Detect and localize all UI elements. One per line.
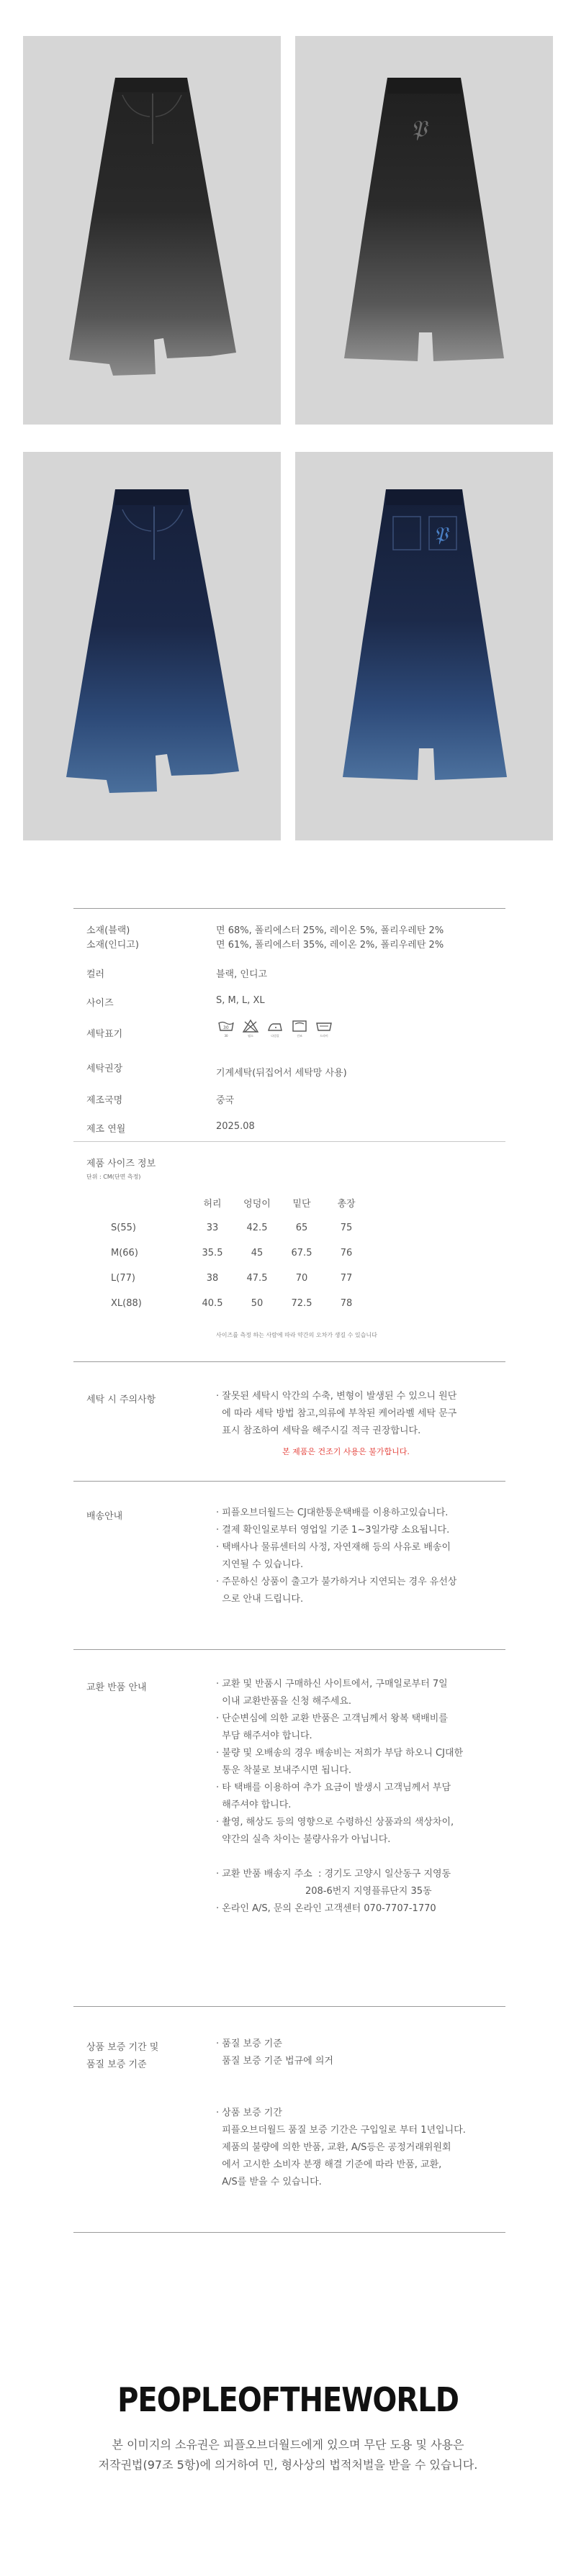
warranty-label-line2: 품질 보증 기준 bbox=[86, 2059, 147, 2070]
size-cell: 72.5 bbox=[291, 1298, 312, 1309]
size-cell: 67.5 bbox=[291, 1248, 312, 1258]
wash-label: 세탁표기 bbox=[86, 1029, 123, 1040]
wash-30-icon bbox=[216, 1019, 236, 1038]
no-bleach-caption: 염소 bbox=[248, 1034, 253, 1038]
exchange-line: 부담 해주셔야 합니다. bbox=[216, 1731, 312, 1741]
size-cell: M(66) bbox=[111, 1248, 138, 1258]
wash-recommend-value: 기계세탁(뒤집어서 세탁망 사용) bbox=[216, 1068, 347, 1079]
exchange-line bbox=[216, 1849, 463, 1866]
washing-line: · 잘못된 세탁시 악간의 수축, 변형이 발생된 수 있으니 원단 bbox=[216, 1391, 457, 1402]
svg-text:𝔓: 𝔓 bbox=[410, 115, 427, 142]
size-cell: 33 bbox=[206, 1223, 219, 1233]
size-cell: 47.5 bbox=[246, 1273, 268, 1284]
origin-value: 중국 bbox=[216, 1095, 235, 1106]
wash-care-icons bbox=[216, 1019, 334, 1038]
date-label: 제조 연월 bbox=[86, 1124, 126, 1135]
shipping-line: · 주문하신 상품이 출고가 불가하거나 지연되는 경우 유선상 bbox=[216, 1577, 457, 1587]
date-value: 2025.08 bbox=[216, 1121, 255, 1132]
info-top-rule bbox=[73, 908, 505, 909]
info-size-rule bbox=[73, 1141, 505, 1142]
origin-label: 제조국명 bbox=[86, 1095, 123, 1106]
dryer-warning: 본 제품은 건조기 사용은 불가합니다. bbox=[282, 1447, 410, 1456]
size-header-waist: 허리 bbox=[203, 1199, 222, 1210]
size-cell: XL(88) bbox=[111, 1298, 142, 1309]
exchange-line: 약간의 실측 차이는 불량사유가 아닙니다. bbox=[216, 1834, 391, 1845]
size-header-blank bbox=[99, 1190, 190, 1215]
exchange-line: · 불량 및 오배송의 경우 배송비는 저희가 부담 하오니 CJ대한 bbox=[216, 1748, 464, 1759]
exchange-line: 이내 교환반품을 신청 해주세요. bbox=[216, 1696, 352, 1707]
size-cell: 42.5 bbox=[246, 1223, 268, 1233]
copyright-line2: 저작권법(97조 5항)에 의거하여 민, 형사상의 법적처벌을 받을 수 있습니다. bbox=[98, 2458, 478, 2472]
copyright-line1: 본 이미지의 소유권은 피플오브더월드에게 있으며 무단 도용 및 사용은 bbox=[112, 2438, 464, 2452]
size-cell: 35.5 bbox=[202, 1248, 223, 1258]
wash-recommend-label: 세탁권장 bbox=[86, 1063, 123, 1074]
warranty-line: · 품질 보증 기준 bbox=[216, 2038, 282, 2049]
size-cell: 45 bbox=[251, 1248, 264, 1258]
shipping-line: 으로 안내 드립니다. bbox=[216, 1594, 304, 1605]
iron-caption: 다림질 bbox=[271, 1034, 279, 1038]
material-indigo-label: 소재(인디고) bbox=[86, 940, 139, 951]
size-table bbox=[99, 1190, 369, 1316]
size-cell: 77 bbox=[340, 1273, 353, 1284]
no-bleach-icon bbox=[240, 1019, 261, 1038]
size-table-header bbox=[99, 1190, 369, 1215]
black-skirt-front-photo bbox=[23, 36, 281, 425]
exchange-warranty-rule bbox=[73, 2006, 505, 2007]
shipping-line: · 피플오브더월드는 CJ대한통운택배를 이용하고있습니다. bbox=[216, 1507, 449, 1518]
size-cell: 76 bbox=[340, 1248, 353, 1258]
size-cell: 78 bbox=[340, 1298, 353, 1309]
warranty-line: 제품의 불량에 의한 반품, 교환, A/S등은 공정거래위원회 bbox=[216, 2142, 451, 2153]
warranty-line bbox=[216, 2087, 466, 2105]
exchange-line: 208-6번지 지영플류단지 35동 bbox=[216, 1886, 432, 1897]
warranty-line: 에서 고시한 소비자 분쟁 해결 기준에 따라 반품, 교환, bbox=[216, 2159, 442, 2170]
indigo-skirt-front-image bbox=[23, 452, 281, 840]
exchange-body bbox=[216, 1676, 463, 1918]
exchange-line: · 촬영, 해상도 등의 영향으로 수령하신 상품과의 색상차이, bbox=[216, 1817, 454, 1828]
size-cell: S(55) bbox=[111, 1223, 136, 1233]
shipping-label: 배송안내 bbox=[86, 1511, 123, 1522]
size-value: S, M, L, XL bbox=[216, 995, 265, 1006]
washing-line: 표시 참조하여 세탁을 해주시길 적극 권장합니다. bbox=[216, 1425, 421, 1436]
washing-label: 세탁 시 주의사항 bbox=[86, 1394, 156, 1405]
size-header-hip: 엉덩이 bbox=[243, 1199, 271, 1210]
size-table-title: 제품 사이즈 정보 bbox=[86, 1158, 156, 1169]
size-washing-rule bbox=[73, 1361, 505, 1362]
shipping-body bbox=[216, 1505, 456, 1608]
material-indigo-value: 면 61%, 폴리에스터 35%, 레이온 2%, 폴리우레탄 2% bbox=[216, 940, 444, 951]
warranty-bottom-rule bbox=[73, 2232, 505, 2233]
brand-logo: PEOPLEOFTHEWORLD bbox=[117, 2381, 459, 2420]
material-black-label: 소재(블랙) bbox=[86, 925, 130, 936]
black-skirt-back-photo bbox=[295, 36, 553, 425]
exchange-label: 교환 반품 안내 bbox=[86, 1682, 147, 1693]
exchange-line: · 단순변심에 의한 교환 반품은 고객님께서 왕복 택배비를 bbox=[216, 1713, 448, 1724]
size-table-note: 사이즈를 측정 하는 사람에 따라 약간의 오차가 생길 수 있습니다 bbox=[216, 1332, 377, 1338]
exchange-line: · 교환 및 반품시 구매하신 사이트에서, 구매일로부터 7일 bbox=[216, 1679, 448, 1690]
warranty-label-line1: 상품 보증 기간 및 bbox=[86, 2042, 159, 2053]
size-cell: 75 bbox=[340, 1223, 353, 1233]
washing-shipping-rule bbox=[73, 1481, 505, 1482]
size-cell: 65 bbox=[295, 1223, 308, 1233]
svg-text:𝔓: 𝔓 bbox=[433, 522, 448, 546]
warranty-line: 피플오브더월드 품질 보증 기간은 구입일로 부터 1년입니다. bbox=[216, 2125, 466, 2136]
size-header-hem: 밑단 bbox=[292, 1199, 311, 1210]
exchange-line: · 교환 반품 배송지 주소 : 경기도 고양시 일산동구 지영동 bbox=[216, 1869, 451, 1879]
size-cell: 38 bbox=[206, 1273, 219, 1284]
dry-clean-caption: 드라이 bbox=[320, 1034, 328, 1038]
wash-30-caption: 30 bbox=[224, 1034, 228, 1038]
size-cell: L(77) bbox=[111, 1273, 135, 1284]
size-cell: 70 bbox=[295, 1273, 308, 1284]
dry-caption: 건조 bbox=[297, 1034, 302, 1038]
size-label: 사이즈 bbox=[86, 998, 114, 1009]
color-value: 블랙, 인디고 bbox=[216, 969, 268, 980]
warranty-line: 품질 보증 기준 법규에 의거 bbox=[216, 2056, 333, 2067]
size-table-unit: 단위 : CM(단면 측정) bbox=[86, 1174, 141, 1180]
warranty-line: · 상품 보증 기간 bbox=[216, 2108, 282, 2118]
warranty-body bbox=[216, 2036, 466, 2191]
shipping-line: 지연될 수 있습니다. bbox=[216, 1559, 304, 1570]
indigo-skirt-back-photo bbox=[295, 452, 553, 840]
warranty-line: A/S를 받을 수 있습니다. bbox=[216, 2177, 322, 2187]
size-cell: 40.5 bbox=[202, 1298, 223, 1309]
color-label: 컬러 bbox=[86, 969, 105, 980]
shipping-line: · 택배사나 물류센터의 사정, 자연재해 등의 사유로 배송이 bbox=[216, 1542, 451, 1553]
dry-icon bbox=[289, 1019, 310, 1038]
washing-line: 에 따라 세탁 방법 참고,의류에 부착된 케어라벨 세탁 문구 bbox=[216, 1408, 457, 1419]
warranty-line bbox=[216, 2070, 466, 2087]
exchange-line: 통운 착불로 보내주시면 됩니다. bbox=[216, 1765, 352, 1776]
table-row bbox=[99, 1215, 369, 1241]
copyright-notice bbox=[0, 2435, 576, 2475]
size-cell: 50 bbox=[251, 1298, 264, 1309]
washing-body bbox=[216, 1388, 456, 1440]
exchange-line: · 타 택배를 이용하여 추가 요금이 발생시 고객님께서 부담 bbox=[216, 1782, 451, 1793]
table-row bbox=[99, 1241, 369, 1266]
table-row bbox=[99, 1291, 369, 1316]
exchange-line: · 온라인 A/S, 문의 온라인 고객센터 070-7707-1770 bbox=[216, 1903, 436, 1914]
shipping-exchange-rule bbox=[73, 1649, 505, 1650]
exchange-line: 해주셔야 합니다. bbox=[216, 1800, 292, 1810]
dry-clean-icon bbox=[314, 1019, 334, 1038]
iron-icon bbox=[265, 1019, 285, 1038]
size-header-length: 총장 bbox=[337, 1199, 356, 1210]
indigo-skirt-back-image bbox=[295, 452, 553, 840]
shipping-line: · 결제 확인일로부터 영업일 기준 1~3일가량 소요됩니다. bbox=[216, 1525, 450, 1536]
svg-text:30: 30 bbox=[223, 1025, 229, 1030]
black-skirt-front-image bbox=[23, 36, 281, 425]
indigo-skirt-front-photo bbox=[23, 452, 281, 840]
material-black-value: 면 68%, 폴리에스터 25%, 레이온 5%, 폴리우레탄 2% bbox=[216, 925, 444, 936]
black-skirt-back-image bbox=[295, 36, 553, 425]
table-row bbox=[99, 1266, 369, 1291]
